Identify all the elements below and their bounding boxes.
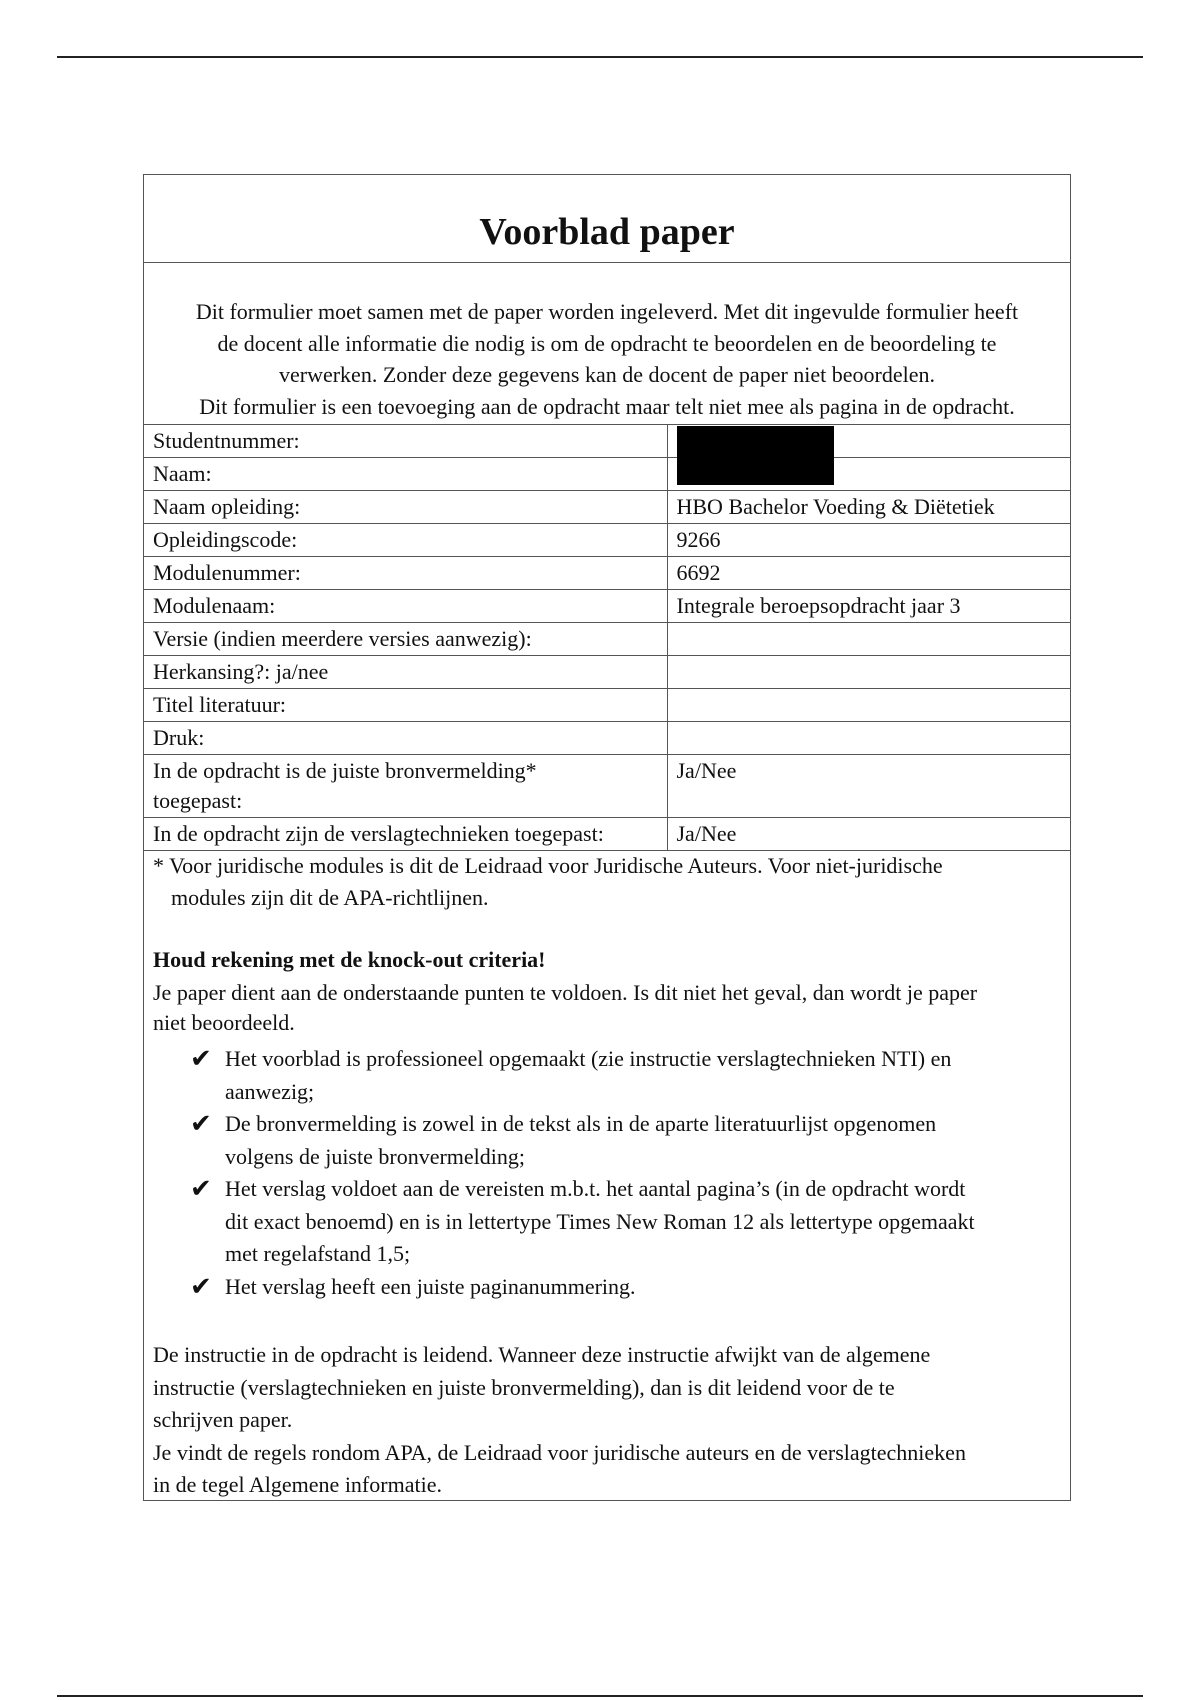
footnote (153, 850, 943, 914)
intro-line: Dit formulier is een toevoeging aan de opdracht maar telt niet mee als pagina in de opdracht. (199, 393, 1015, 419)
list-item-line: aanwezig; (225, 1078, 315, 1104)
knockout-intro-line: niet beoordeeld. (153, 1010, 295, 1035)
fields-table (144, 424, 1070, 851)
field-label-druk: Druk: (144, 722, 667, 755)
field-label-herkansing: Herkansing?: ja/nee (144, 656, 667, 689)
list-item-line: Het verslag heeft een juiste paginanummering. (225, 1273, 636, 1299)
list-item-line: dit exact benoemd) en is in lettertype Times New Roman 12 als lettertype opgemaakt (225, 1208, 975, 1234)
table-row (144, 458, 1070, 491)
page-bottom-rule (57, 1695, 1143, 1697)
field-label-line: toegepast: (153, 788, 243, 813)
intro-line: verwerken. Zonder deze gegevens kan de docent de paper niet beoordelen. (278, 362, 936, 387)
table-row (144, 524, 1070, 557)
field-value-bronvermelding[interactable]: Ja/Nee (667, 755, 1070, 818)
field-label-line: In de opdracht is de juiste bronvermelding* (153, 758, 537, 783)
list-item-line: met regelafstand 1,5; (225, 1241, 411, 1266)
field-label-verslagtechnieken: In de opdracht zijn de verslagtechnieken toegepast: (144, 818, 667, 851)
table-row (144, 818, 1070, 851)
checkmark-icon: ✔ (190, 1044, 212, 1074)
closing-line: schrijven paper. (153, 1407, 293, 1432)
field-value-opleidingscode[interactable]: 9266 (667, 524, 1070, 557)
field-value-modulenaam[interactable]: Integrale beroepsopdracht jaar 3 (667, 590, 1070, 623)
page-title: Voorblad paper (479, 211, 735, 253)
field-label-versie: Versie (indien meerdere versies aanwezig): (144, 623, 667, 656)
knockout-intro-line: Je paper dient aan de onderstaande punten te voldoen. Is dit niet het geval, dan wordt je paper (153, 980, 978, 1005)
table-row (144, 590, 1070, 623)
list-item (190, 1043, 1050, 1108)
knockout-criteria-list (190, 1043, 1050, 1303)
list-item (190, 1108, 1050, 1173)
intro-line: Dit formulier moet samen met de paper worden ingeleverd. Met dit ingevulde formulier heeft (195, 299, 1019, 324)
field-value-verslagtechnieken[interactable]: Ja/Nee (667, 818, 1070, 851)
field-label-naam: Naam: (144, 458, 667, 491)
table-row (144, 722, 1070, 755)
closing-paragraph (153, 1339, 966, 1502)
field-label-titel-literatuur: Titel literatuur: (144, 689, 667, 722)
list-item-line: De bronvermelding is zowel in de tekst als in de aparte literatuurlijst opgenomen (225, 1111, 937, 1136)
page-top-rule (57, 56, 1143, 58)
field-label-modulenaam: Modulenaam: (144, 590, 667, 623)
table-row (144, 491, 1070, 524)
field-label-modulenummer: Modulenummer: (144, 557, 667, 590)
closing-line: instructie (verslagtechnieken en juiste bronvermelding), dan is dit leidend voor de te (153, 1374, 895, 1400)
footnote-line: modules zijn dit de APA-richtlijnen. (171, 885, 489, 910)
field-value-herkansing[interactable] (667, 656, 1070, 689)
cover-sheet-form (143, 174, 1071, 1501)
list-item (190, 1271, 1050, 1304)
list-item-line: Het voorblad is professioneel opgemaakt (zie instructie verslagtechnieken NTI) en (225, 1046, 952, 1071)
checkmark-icon: ✔ (190, 1109, 212, 1139)
field-value-naam-opleiding[interactable]: HBO Bachelor Voeding & Diëtetiek (667, 491, 1070, 524)
checkmark-icon: ✔ (190, 1174, 212, 1204)
title-block (144, 175, 1070, 263)
list-item-line: Het verslag voldoet aan de vereisten m.b.t. het aantal pagina’s (in de opdracht wordt (225, 1176, 966, 1201)
intro-line: de docent alle informatie die nodig is om de opdracht te beoordelen en de beoordeling te (217, 330, 997, 356)
knockout-intro (153, 978, 977, 1038)
closing-line: De instructie in de opdracht is leidend. Wanneer deze instructie afwijkt van de algemene (153, 1342, 931, 1367)
field-value-versie[interactable] (667, 623, 1070, 656)
table-row (144, 557, 1070, 590)
list-item (190, 1173, 1050, 1271)
field-value-druk[interactable] (667, 722, 1070, 755)
field-value-titel-literatuur[interactable] (667, 689, 1070, 722)
table-row (144, 755, 1070, 818)
field-label-naam-opleiding: Naam opleiding: (144, 491, 667, 524)
table-row (144, 623, 1070, 656)
field-value-modulenummer[interactable]: 6692 (667, 557, 1070, 590)
footnote-line: * Voor juridische modules is dit de Leidraad voor Juridische Auteurs. Voor niet-juridische (153, 853, 943, 878)
table-row (144, 425, 1070, 458)
closing-line: Je vindt de regels rondom APA, de Leidraad voor juridische auteurs en de verslagtechnieken (153, 1439, 966, 1465)
redaction-box (677, 426, 834, 485)
field-label-bronvermelding (144, 755, 667, 818)
field-label-opleidingscode: Opleidingscode: (144, 524, 667, 557)
field-label-studentnummer: Studentnummer: (144, 425, 667, 458)
intro-paragraph (152, 296, 1062, 422)
table-row (144, 689, 1070, 722)
knockout-heading: Houd rekening met de knock-out criteria! (153, 947, 546, 972)
closing-line: in de tegel Algemene informatie. (153, 1472, 442, 1497)
checkmark-icon: ✔ (190, 1271, 212, 1302)
table-row (144, 656, 1070, 689)
list-item-line: volgens de juiste bronvermelding; (225, 1143, 525, 1169)
